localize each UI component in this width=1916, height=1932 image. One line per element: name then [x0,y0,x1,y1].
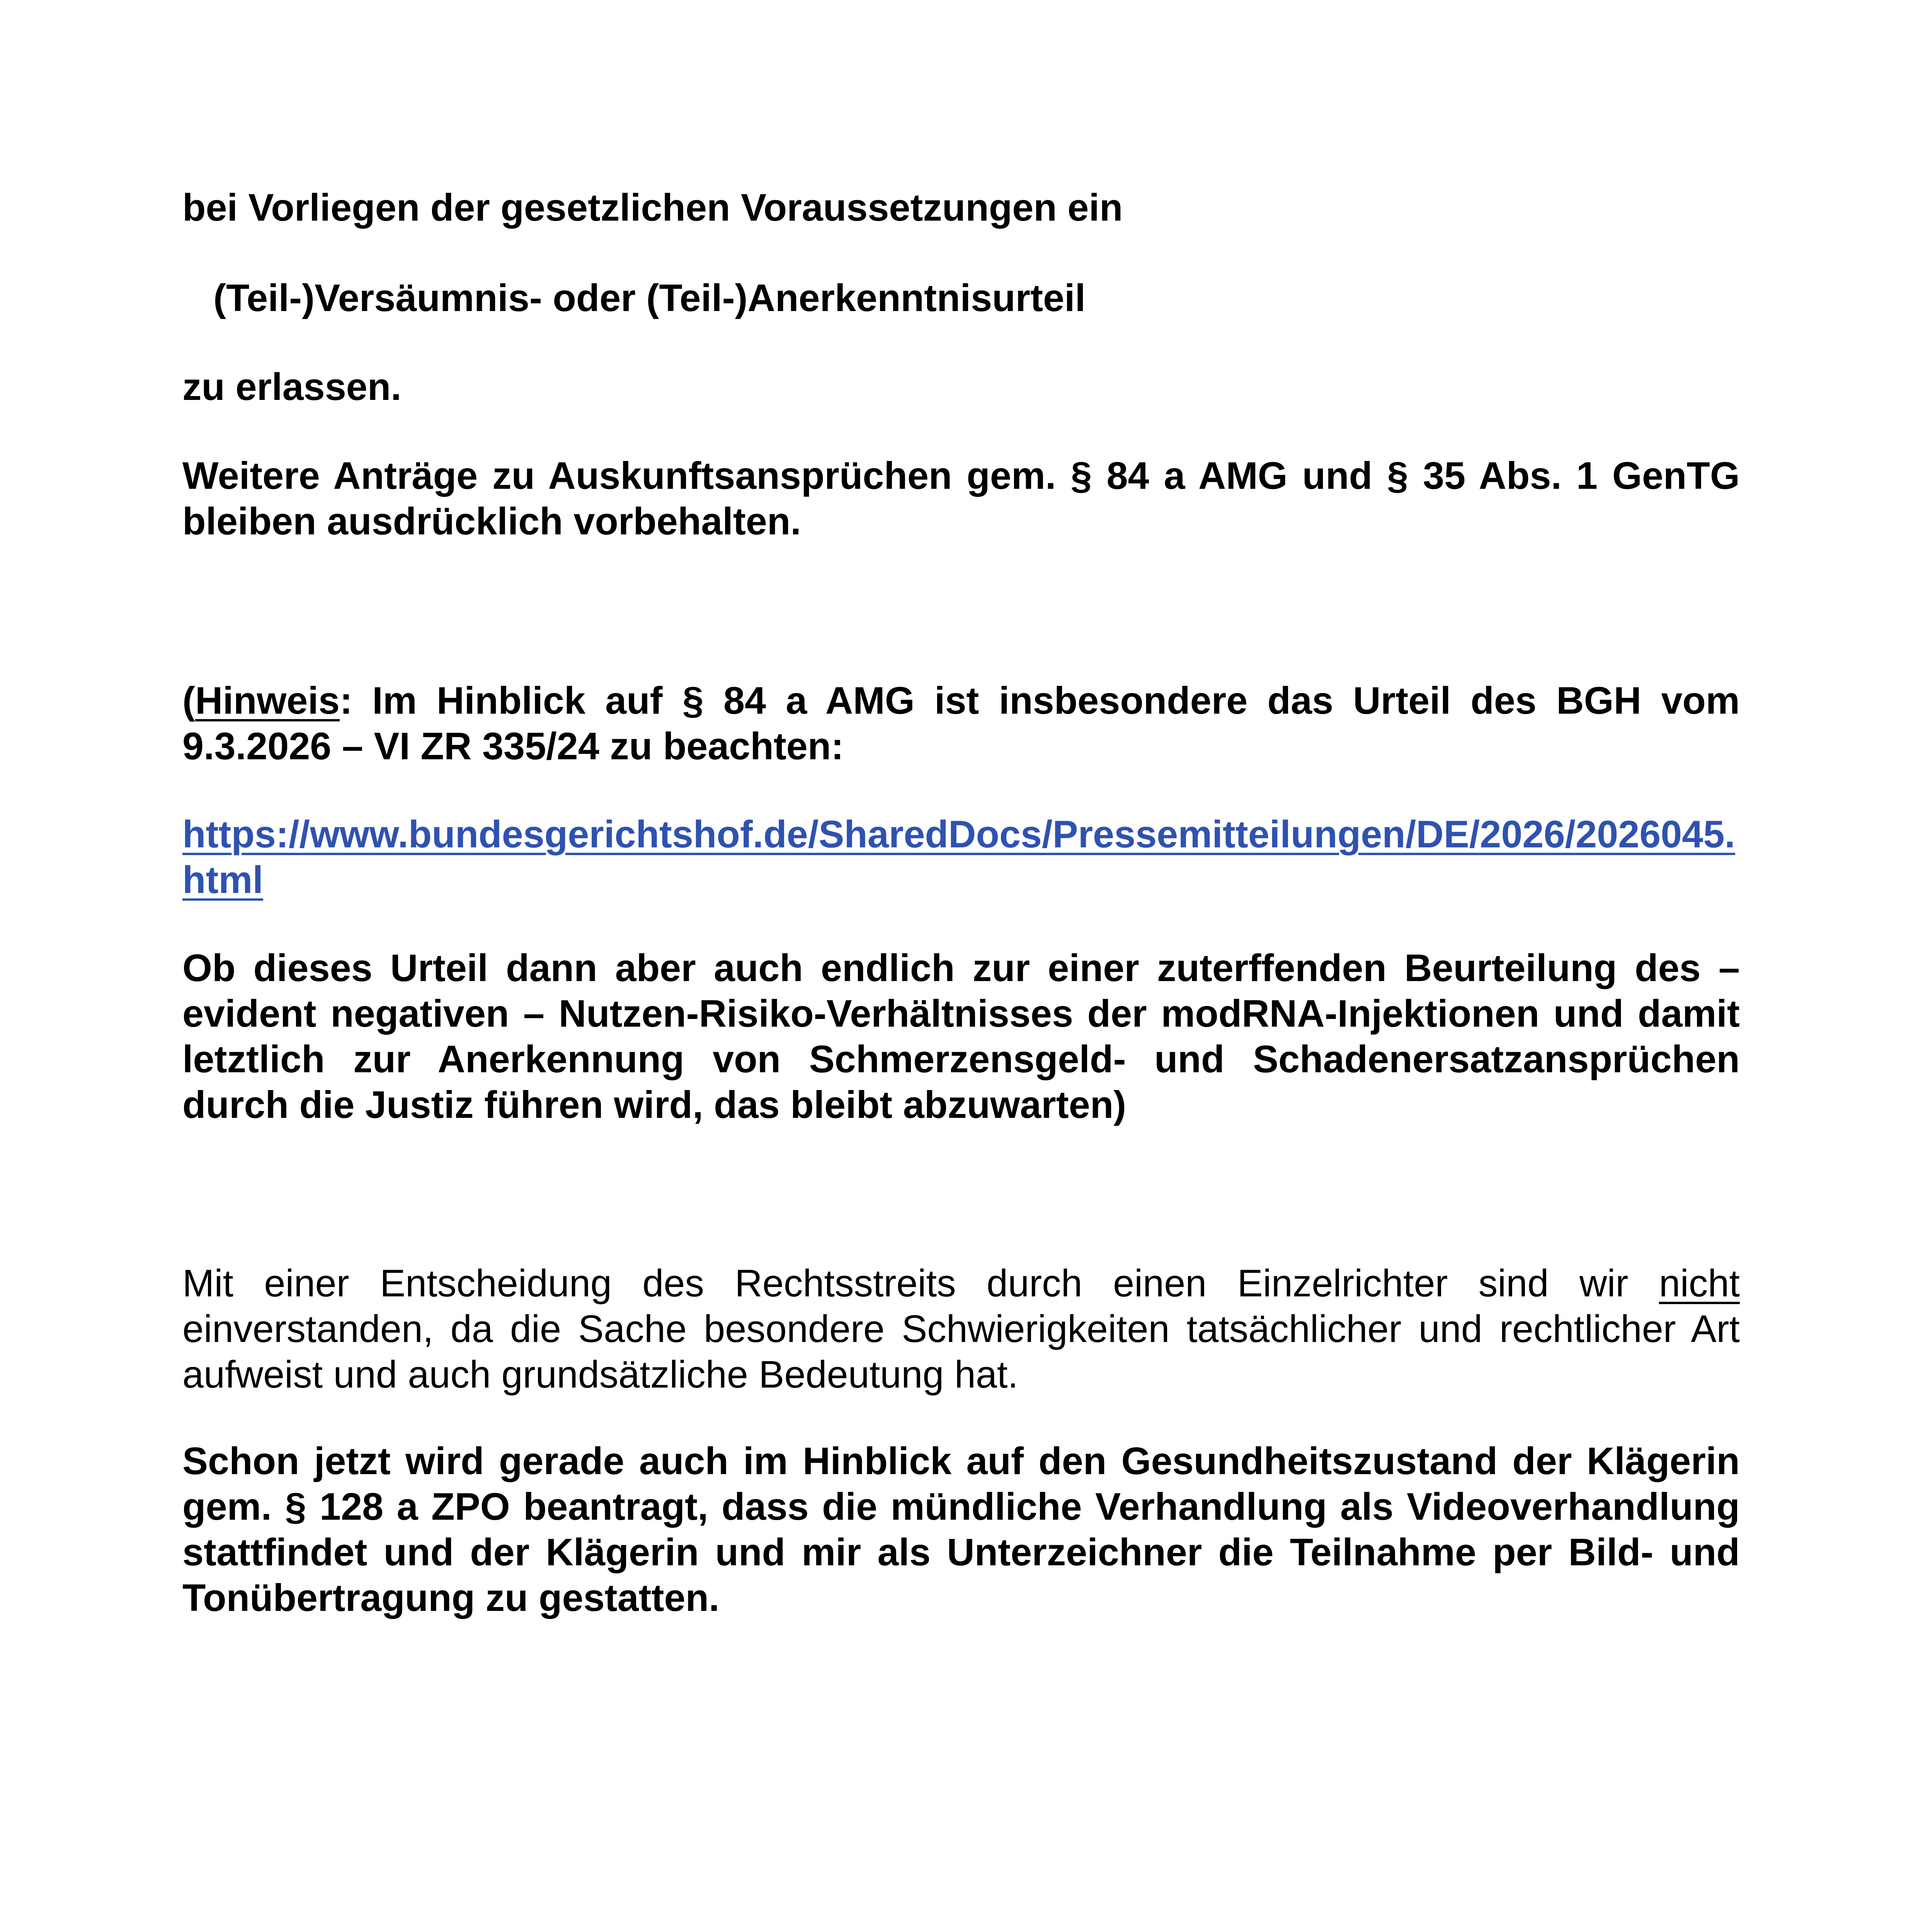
note-open-paren: ( [182,679,195,722]
paragraph-further-motions: Weitere Anträge zu Auskunftsansprüchen gem. § 84 a AMG und § 35 Abs. 1 GenTG bleiben ausdrücklich vorbehalten. [182,454,1740,543]
note-text: : Im Hinblick auf § 84 a AMG ist insbesondere das Urteil des BGH vom 9.3.2026 – VI ZR 335/24 zu beachten: [182,679,1740,767]
single-judge-text-end: einverstanden, da die Sache besondere Schwierigkeiten tatsächlicher und rechtlicher Art aufweist und auch grundsätzliche Bedeutung hat. [182,1307,1740,1396]
bgh-press-release-link[interactable]: https://www.bundesgerichtshof.de/SharedDocs/Pressemitteilungen/DE/2026/2026045.html [182,813,1736,901]
paragraph-intro: bei Vorliegen der gesetzlichen Voraussetzungen ein [182,186,1123,229]
paragraph-note [182,678,1740,769]
single-judge-text-start: Mit einer Entscheidung des Rechtsstreits durch einen Einzelrichter sind wir [182,1262,1659,1304]
single-judge-emphasis: nicht [1659,1262,1740,1304]
paragraph-single-judge [182,1260,1740,1397]
paragraph-judgment-type: (Teil-)Versäumnis- oder (Teil-)Anerkenntnisurteil [213,276,1086,319]
paragraph-video-hearing: Schon jetzt wird gerade auch im Hinblick auf den Gesundheitszustand der Klägerin gem. § 128 a ZPO beantragt, dass die mündliche Verhandlung als Videoverhandlung stattfindet und der Klägerin und mir als Unterzeichner die Teilnahme per Bild- und Tonübertragung zu gestatten. [182,1439,1740,1619]
paragraph-issue: zu erlassen. [182,365,402,408]
note-label: Hinweis [195,679,340,722]
paragraph-link [182,811,1740,903]
paragraph-remark: Ob dieses Urteil dann aber auch endlich zur einer zuterffenden Beurteilung des – evident negativen – Nutzen-Risiko-Verhältnisses der modRNA-Injektionen und damit letztlich zur Anerkennung von Schmerzensgeld- und Schadenersatzansprüchen durch die Justiz führen wird, das bleibt abzuwarten) [182,946,1740,1126]
